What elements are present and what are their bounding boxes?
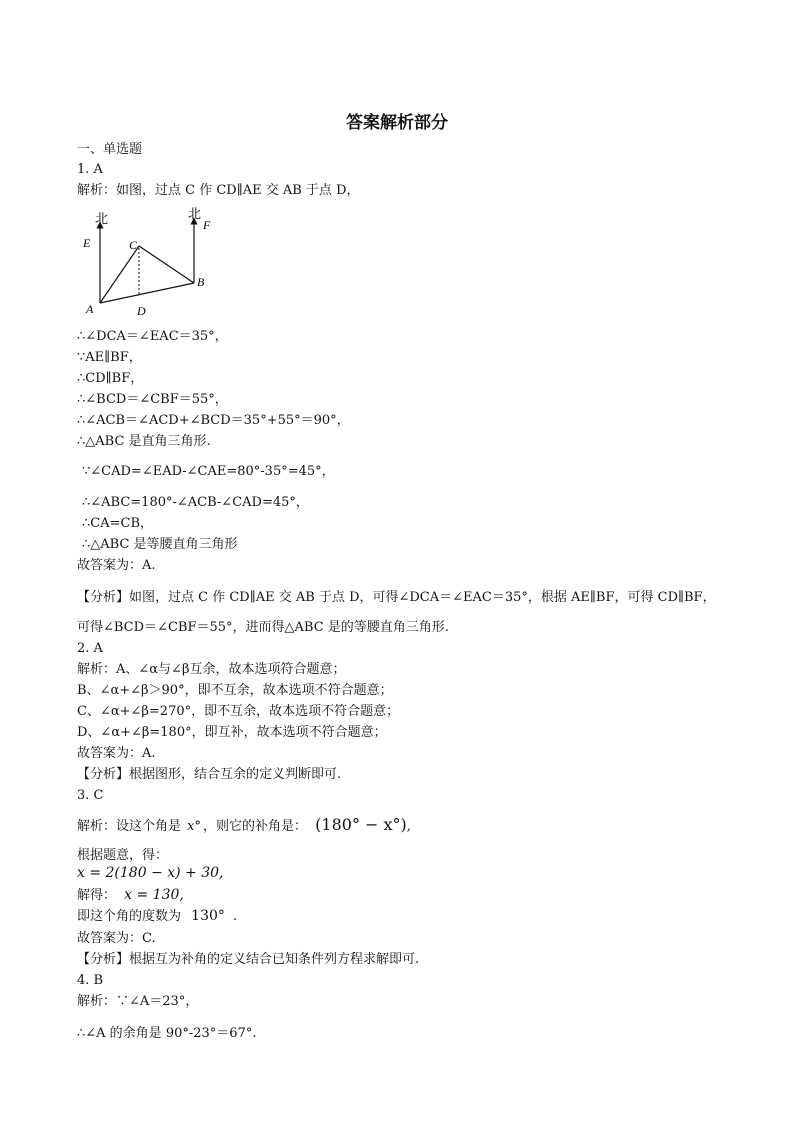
q3-solve-value: x = 130, <box>124 887 184 903</box>
q4-number: 4. B <box>77 973 104 988</box>
q2-number: 2. A <box>77 641 103 656</box>
q3-answer: 故答案为：C. <box>77 931 156 946</box>
q3-intro-end: , <box>406 819 411 834</box>
q1-extra-step: ∴CA=CB， <box>82 516 153 531</box>
label-f: F <box>203 218 211 232</box>
segment-cb <box>139 246 194 283</box>
q4-line: ∴∠A 的余角是 90°-23°＝67°. <box>77 1026 257 1041</box>
q1-step: ∴CD∥BF， <box>77 371 144 386</box>
q2-line: D、∠α+∠β=180°，即互补，故本选项不符合题意； <box>77 725 387 740</box>
q3-degree-label: 即这个角的度数为 <box>77 909 182 924</box>
segment-ac <box>100 246 139 303</box>
q2-analysis: 【分析】根据图形，结合互余的定义判断即可. <box>77 767 342 782</box>
q1-answer: 故答案为：A. <box>77 558 156 573</box>
q1-extra-step: ∴∠ABC=180°-∠ACB-∠CAD=45°， <box>82 495 309 510</box>
q1-intro: 解析：如图，过点 C 作 CD∥AE 交 AB 于点 D， <box>77 183 360 198</box>
q1-step: ∴∠BCD＝∠CBF＝55°， <box>77 392 228 407</box>
segment-ab <box>100 283 194 303</box>
q2-line: C、∠α+∠β=270°，即不互余，故本选项不符合题意； <box>77 704 400 719</box>
q4-line: 解析：∵∠A＝23°， <box>77 994 199 1009</box>
q3-intro-mid: ，则它的补角是： <box>203 819 308 834</box>
q3-degree-value: 130° <box>191 908 225 924</box>
label-north-left: 北 <box>95 212 109 227</box>
q1-extra-step: ∴△ABC 是等腰直角三角形 <box>82 537 238 552</box>
label-c: C <box>129 238 138 252</box>
label-b: B <box>197 275 205 289</box>
q3-solve-label: 解得： <box>77 888 117 903</box>
q3-degree-end: . <box>233 909 238 924</box>
q3-according: 根据题意，得： <box>77 848 169 863</box>
q3-number: 3. C <box>77 788 104 803</box>
q2-line: 解析：A、∠α与∠β互余，故本选项符合题意； <box>77 662 346 677</box>
section-heading: 一、单选题 <box>77 142 143 157</box>
label-e: E <box>83 236 91 250</box>
q3-intro-text: 解析：设这个角是 <box>77 819 182 834</box>
page-title: 答案解析部分 <box>346 113 448 133</box>
q3-intro <box>77 817 411 835</box>
q3-solve <box>77 887 184 904</box>
q3-analysis: 【分析】根据互为补角的定义结合已知条件列方程求解即可. <box>77 952 420 967</box>
q1-number: 1. A <box>77 162 103 177</box>
q2-answer: 故答案为：A. <box>77 746 156 761</box>
q2-line: B、∠α+∠β＞90°，即不互余，故本选项不符合题意； <box>77 683 393 698</box>
q1-analysis: 【分析】如图，过点 C 作 CD∥AE 交 AB 于点 D，可得∠DCA＝∠EAC＝35°，根据 AE∥BF，可得 CD∥BF， <box>77 590 716 605</box>
q1-step: ∴△ABC 是直角三角形. <box>77 434 211 449</box>
q1-extra-step: ∵∠CAD=∠EAD-∠CAE=80°-35°=45°， <box>82 464 335 479</box>
q3-supplement-expr: (180° − x°) <box>315 815 407 834</box>
label-north-right: 北 <box>188 207 202 222</box>
q3-variable: x° <box>187 819 201 834</box>
q1-analysis-cont: 可得∠BCD＝∠CBF＝55°，进而得△ABC 是的等腰直角三角形. <box>77 620 449 635</box>
q1-step: ∵AE∥BF， <box>77 350 142 365</box>
label-a: A <box>86 302 94 316</box>
q1-step: ∴∠ACB＝∠ACD+∠BCD＝35°+55°＝90°， <box>77 413 350 428</box>
q1-figure <box>77 203 237 318</box>
q3-equation: x = 2(180 − x) + 30, <box>77 865 224 881</box>
q1-step: ∴∠DCA＝∠EAC＝35°， <box>77 329 228 344</box>
q3-degree <box>77 908 237 925</box>
label-d: D <box>137 304 146 318</box>
